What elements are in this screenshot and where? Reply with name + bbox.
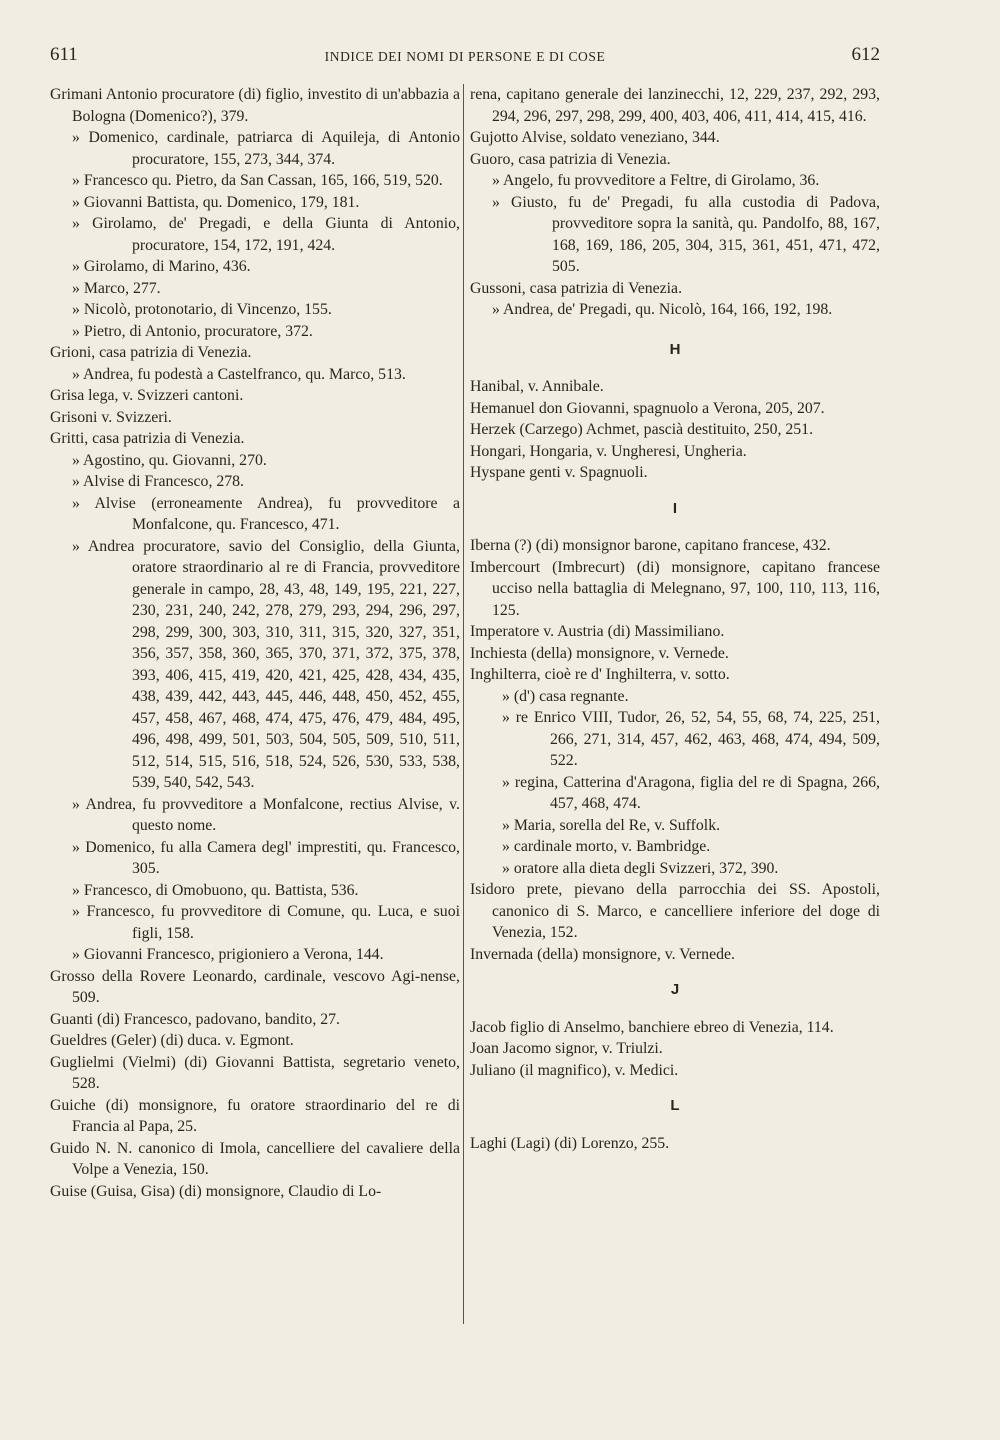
index-subentry: » Andrea, de' Pregadi, qu. Nicolò, 164, 166, 192, 198.: [492, 301, 833, 318]
index-entry: Grisa lega, v. Svizzeri cantoni.: [50, 387, 244, 404]
index-entry: rena, capitano generale dei lanzinecchi, 12, 229, 237, 292, 293, 294, 296, 297, 298, 299, 400, 403, 406, 411, 414, 415, 416.: [470, 86, 880, 125]
index-entry: Gussoni, casa patrizia di Venezia.: [470, 279, 683, 297]
index-subentry: » Alvise (erroneamente Andrea), fu provveditore a Monfalcone, qu. Francesco, 471.: [72, 494, 460, 533]
index-subentry: » Nicolò, protonotario, di Vincenzo, 155.: [72, 301, 332, 318]
index-entry: Grioni, casa patrizia di Venezia.: [50, 344, 252, 361]
index-entry: Guanti (di) Francesco, padovano, bandito, 27.: [50, 1010, 340, 1028]
index-subentry: » Domenico, fu alla Camera degl' imprestiti, qu. Francesco, 305.: [72, 838, 460, 877]
index-subentry: » Francesco qu. Pietro, da San Cassan, 165, 166, 519, 520.: [72, 172, 443, 189]
index-subentry: » Giovanni Francesco, prigioniero a Verona, 144.: [72, 946, 384, 963]
index-subentry: » Andrea, fu podestà a Castelfranco, qu. Marco, 513.: [72, 365, 406, 383]
index-entry: Imbercourt (Imbrecurt) (di) monsignore, capitano francese ucciso nella battaglia di Melegnano, 97, 100, 110, 113, 116, 125.: [470, 558, 880, 619]
index-entry: Jacob figlio di Anselmo, banchiere ebreo di Venezia, 114.: [470, 1018, 834, 1036]
index-entry: Guoro, casa patrizia di Venezia.: [470, 150, 671, 168]
index-entry: Grosso della Rovere Leonardo, cardinale, vescovo Agi-nense, 509.: [50, 967, 460, 1006]
index-subentry: » Girolamo, di Marino, 436.: [72, 258, 251, 275]
section-letter: H: [669, 340, 681, 358]
index-subentry: » oratore alla dieta degli Svizzeri, 372, 390.: [502, 859, 779, 877]
index-entry: Hemanuel don Giovanni, spagnuolo a Verona, 205, 207.: [470, 399, 825, 417]
index-subentry: » Francesco, di Omobuono, qu. Battista, 536.: [72, 881, 359, 899]
index-entry: Gritti, casa patrizia di Venezia.: [50, 430, 245, 447]
index-entry: Joan Jacomo signor, v. Triulzi.: [470, 1040, 663, 1057]
index-entry: Grimani Antonio procuratore (di) figlio, investito di un'abbazia a Bologna (Domenico?), 379.: [50, 86, 460, 125]
index-entry: Invernada (della) monsignore, v. Vernede.: [470, 945, 735, 963]
index-subentry: » Marco, 277.: [72, 279, 161, 297]
index-entry: Guiche (di) monsignore, fu oratore straordinario del re di Francia al Papa, 25.: [50, 1096, 460, 1135]
index-subentry: » Alvise di Francesco, 278.: [72, 473, 244, 490]
index-subentry: » Giovanni Battista, qu. Domenico, 179, 181.: [72, 193, 360, 211]
index-subentry: » Francesco, fu provveditore di Comune, qu. Luca, e suoi figli, 158.: [72, 903, 460, 942]
index-subentry: » Girolamo, de' Pregadi, e della Giunta di Antonio, procuratore, 154, 172, 191, 424.: [72, 215, 460, 254]
section-letter: I: [672, 499, 678, 517]
right-column: [470, 84, 880, 1154]
index-entry: Guglielmi (Vielmi) (di) Giovanni Battista, segretario veneto, 528.: [50, 1053, 460, 1092]
section-letter: J: [670, 981, 680, 998]
index-entry: Hyspane genti v. Spagnuoli.: [470, 464, 648, 481]
left-column: [50, 84, 460, 1202]
index-entry: Juliano (il magnifico), v. Medici.: [470, 1061, 679, 1079]
column-divider: [463, 84, 464, 1324]
index-subentry: » Andrea procuratore, savio del Consiglio, della Giunta, oratore straordinario al re di Francia, provveditore generale in campo, 28, 43, 48, 149, 195, 221, 227, 230, 231, 240, 242, 278, 279, 293, 294, 296, 297, 298, 299, 300, 303, 310, 311, 315, 320, 327, 351, 356, 357, 358, 360, 365, 370, 371, 372, 375, 378, 393, 406, 415, 419, 420, 421, 425, 428, 434, 435, 438, 439, 442, 443, 445, 446, 448, 450, 452, 455, 457, 458, 467, 468, 474, 475, 476, 479, 484, 495, 496, 498, 499, 501, 503, 504, 505, 509, 510, 511, 512, 514, 515, 516, 518, 524, 526, 530, 533, 538, 539, 540, 542, 543.: [72, 537, 460, 791]
index-subentry: » Agostino, qu. Giovanni, 270.: [72, 451, 267, 469]
index-subentry: » Giusto, fu de' Pregadi, fu alla custodia di Padova, provveditore sopra la sanità, qu. Pandolfo, 88, 167, 168, 169, 186, 205, 304, 315, 361, 451, 471, 472, 505.: [492, 193, 880, 275]
index-entry: Imperatore v. Austria (di) Massimiliano.: [470, 623, 725, 640]
index-entry: Hongari, Hongaria, v. Ungheresi, Ungheria.: [470, 442, 747, 460]
index-entry: Inghilterra, cioè re d' Inghilterra, v. sotto.: [470, 666, 730, 683]
index-subentry: » Andrea, fu provveditore a Monfalcone, rectius Alvise, v. questo nome.: [72, 795, 460, 834]
index-subentry: » Maria, sorella del Re, v. Suffolk.: [502, 816, 721, 834]
index-subentry: » (d') casa regnante.: [502, 687, 629, 705]
index-entry: Guido N. N. canonico di Imola, cancelliere del cavaliere della Volpe a Venezia, 150.: [50, 1139, 460, 1178]
index-entry: Laghi (Lagi) (di) Lorenzo, 255.: [470, 1134, 670, 1152]
index-entry: Grisoni v. Svizzeri.: [50, 408, 172, 426]
index-subentry: » Domenico, cardinale, patriarca di Aquileja, di Antonio procuratore, 155, 273, 344, 374.: [72, 129, 460, 168]
index-entry: Iberna (?) (di) monsignor barone, capitano francese, 432.: [470, 537, 831, 554]
index-entry: Hanibal, v. Annibale.: [470, 378, 604, 395]
index-subentry: » Pietro, di Antonio, procuratore, 372.: [72, 322, 313, 340]
index-entry: Isidoro prete, pievano della parrocchia dei SS. Apostoli, canonico di S. Marco, e cancelliere inferiore del doge di Venezia, 152.: [470, 881, 880, 941]
running-title: INDICE DEI NOMI DI PERSONE E DI COSE: [324, 49, 606, 64]
index-entry: Guise (Guisa, Gisa) (di) monsignore, Claudio di Lo-: [50, 1182, 382, 1200]
index-entry: Inchiesta (della) monsignore, v. Vernede.: [470, 644, 729, 662]
page-number-right: 612: [851, 44, 880, 65]
index-entry: Gujotto Alvise, soldato veneziano, 344.: [470, 129, 720, 146]
index-entry: Herzek (Carzego) Achmet, pascià destituito, 250, 251.: [470, 421, 814, 438]
section-letter: L: [670, 1097, 680, 1114]
index-subentry: » cardinale morto, v. Bambridge.: [502, 838, 711, 855]
page-number-left: 611: [50, 44, 78, 65]
index-subentry: » re Enrico VIII, Tudor, 26, 52, 54, 55, 68, 74, 225, 251, 266, 271, 314, 457, 462, 463, 468, 474, 494, 509, 522.: [502, 709, 880, 769]
index-subentry: » regina, Catterina d'Aragona, figlia del re di Spagna, 266, 457, 468, 474.: [502, 773, 880, 812]
index-subentry: » Angelo, fu provveditore a Feltre, di Girolamo, 36.: [492, 172, 820, 189]
page-header: [50, 44, 880, 72]
index-entry: Gueldres (Geler) (di) duca. v. Egmont.: [50, 1032, 294, 1049]
